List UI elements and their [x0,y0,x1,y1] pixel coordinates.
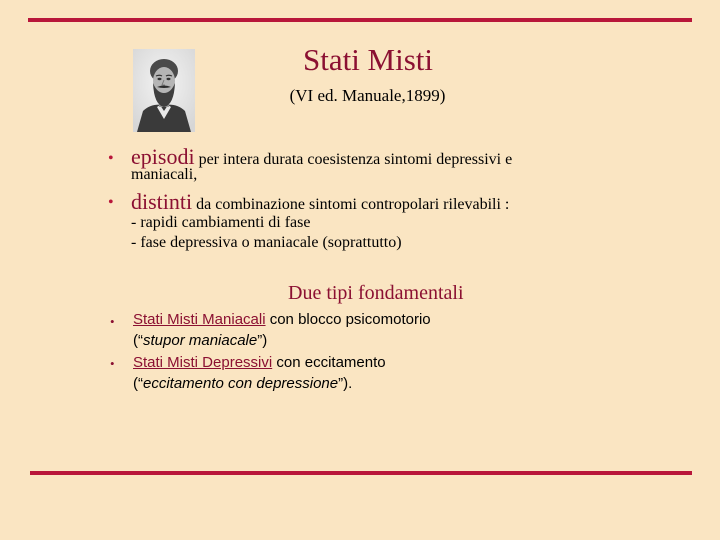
bullet-keyword: distinti [131,189,193,214]
paren-close: ”). [338,375,353,392]
type-maniacali [133,311,431,328]
sub-item: - rapidi cambiamenti di fase [131,214,311,231]
bullet-continuation: maniacali, [131,166,198,183]
bottom-rule [30,471,692,475]
type-example-line [133,332,267,349]
type-example: eccitamento con depressione [143,375,339,392]
section-heading: Due tipi fondamentali [288,282,464,304]
type-example: stupor maniacale [143,332,258,349]
paren-open: (“ [133,375,143,392]
paren-open: (“ [133,332,143,349]
top-rule [28,18,692,22]
type-desc: con blocco psicomotorio [265,311,431,328]
bullet-distinti [131,189,509,215]
type-name: Stati Misti Depressivi [133,354,273,371]
bullet-marker: • [108,150,114,167]
bullet-text: per intera durata coesistenza sintomi depressivi e [194,151,513,168]
bullet-marker: • [110,314,115,329]
portrait-photo [133,49,195,132]
paren-close: ”) [257,332,268,349]
bullet-keyword: episodi [131,144,195,169]
bullet-text: da combinazione sintomi contropolari rilevabili : [192,196,510,213]
type-depressivi [133,354,386,371]
sub-item: - fase depressiva o maniacale (soprattutto) [131,234,402,251]
type-example-line [133,375,352,392]
type-name: Stati Misti Maniacali [133,311,266,328]
slide-subtitle: (VI ed. Manuale,1899) [289,86,446,105]
bullet-marker: • [110,356,115,371]
type-desc: con eccitamento [272,354,386,371]
slide-title: Stati Misti [302,42,434,77]
bullet-marker: • [108,194,114,211]
